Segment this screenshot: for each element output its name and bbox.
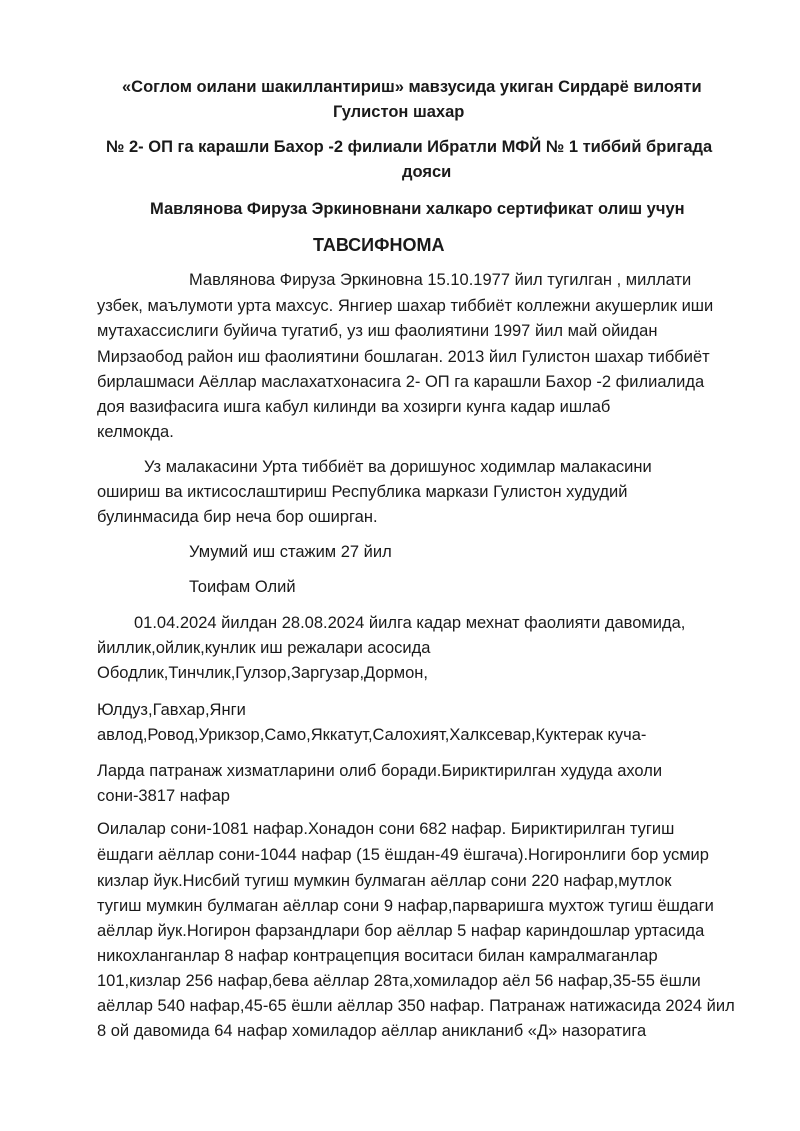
body-line: булинмасида бир неча бор оширган. — [97, 508, 378, 526]
body-line: узбек, маълумоти урта махсус. Янгиер шахар тиббиёт коллежни акушерлик иши — [97, 297, 714, 315]
body-line: Мирзаобод район иш фаолиятини бошлаган. 2013 йил Гулистон шахар тиббиёт — [97, 348, 710, 366]
body-line: аёллар 540 нафар,45-65 ёшли аёллар 350 нафар. Патранаж натижасида 2024 йил — [97, 997, 735, 1015]
body-line: 101,кизлар 256 нафар,бева аёллар 28та,хомиладор аёл 56 нафар,35-55 ёшли — [97, 972, 701, 990]
document-title: ТАВСИФНОМА — [313, 235, 445, 255]
body-line: Юлдуз,Гавхар,Янги — [97, 701, 246, 719]
body-line: бирлашмаси Аёллар маслахатхонасига 2- ОП га карашли Бахор -2 филиалида — [97, 373, 705, 391]
body-line: аёллар йук.Ногирон фарзандлари бор аёллар 5 нафар кариндошлар уртасида — [97, 922, 705, 940]
header-line-5: Мавлянова Фируза Эркиновнани халкаро сертификат олиш учун — [150, 200, 685, 218]
body-line: Уз малакасини Урта тиббиёт ва доришунос ходимлар малакасини — [144, 458, 652, 476]
body-line: Ободлик,Тинчлик,Гулзор,Заргузар,Дормон, — [97, 664, 428, 682]
body-line: никохланганлар 8 нафар контрацепция воситаси билан камралмаганлар — [97, 947, 658, 965]
body-line: доя вазифасига ишга кабул килинди ва хозирги кунга кадар ишлаб — [97, 398, 611, 416]
qualification-category: Тоифам Олий — [189, 578, 296, 596]
body-line: Мавлянова Фируза Эркиновна 15.10.1977 йил тугилган , миллати — [189, 271, 692, 289]
header-line-1: «Соглом оилани шакиллантириш» мавзусида укиган Сирдарё вилояти — [122, 78, 702, 96]
header-line-3: № 2- ОП га карашли Бахор -2 филиали Ибратли МФЙ № 1 тиббий бригада — [106, 138, 713, 156]
body-line: тугиш мумкин булмаган аёллар сони 9 нафар,парваришга мухтож тугиш ёшдаги — [97, 897, 714, 915]
body-line: авлод,Ровод,Урикзор,Само,Яккатут,Салохият,Халксевар,Куктерак куча- — [97, 726, 647, 744]
body-line: Ларда патранаж хизматларини олиб боради.Бириктирилган худуда ахоли — [97, 762, 663, 780]
body-line: сони-3817 нафар — [97, 787, 230, 805]
body-line: мутахассислиги буйича тугатиб, уз иш фаолиятини 1997 йил май ойидан — [97, 322, 658, 340]
body-line: кизлар йук.Нисбий тугиш мумкин булмаган аёллар сони 220 нафар,мутлок — [97, 872, 672, 890]
body-line: келмокда. — [97, 423, 174, 441]
work-experience: Умумий иш стажим 27 йил — [189, 543, 392, 561]
body-line: Оилалар сони-1081 нафар.Хонадон сони 682 нафар. Бириктирилган тугиш — [97, 820, 675, 838]
body-line: ёшдаги аёллар сони-1044 нафар (15 ёшдан-49 ёшгача).Ногиронлиги бор усмир — [97, 846, 709, 864]
body-line: 8 ой давомида 64 нафар хомиладор аёллар аникланиб «Д» назоратига — [97, 1022, 647, 1040]
body-line: йиллик,ойлик,кунлик иш режалари асосида — [97, 639, 431, 657]
body-line: ошириш ва иктисослаштириш Республика маркази Гулистон худудий — [97, 483, 628, 501]
header-line-2: Гулистон шахар — [333, 103, 465, 121]
header-line-4: дояси — [402, 163, 452, 181]
body-line: 01.04.2024 йилдан 28.08.2024 йилга кадар мехнат фаолияти давомида, — [134, 614, 686, 632]
